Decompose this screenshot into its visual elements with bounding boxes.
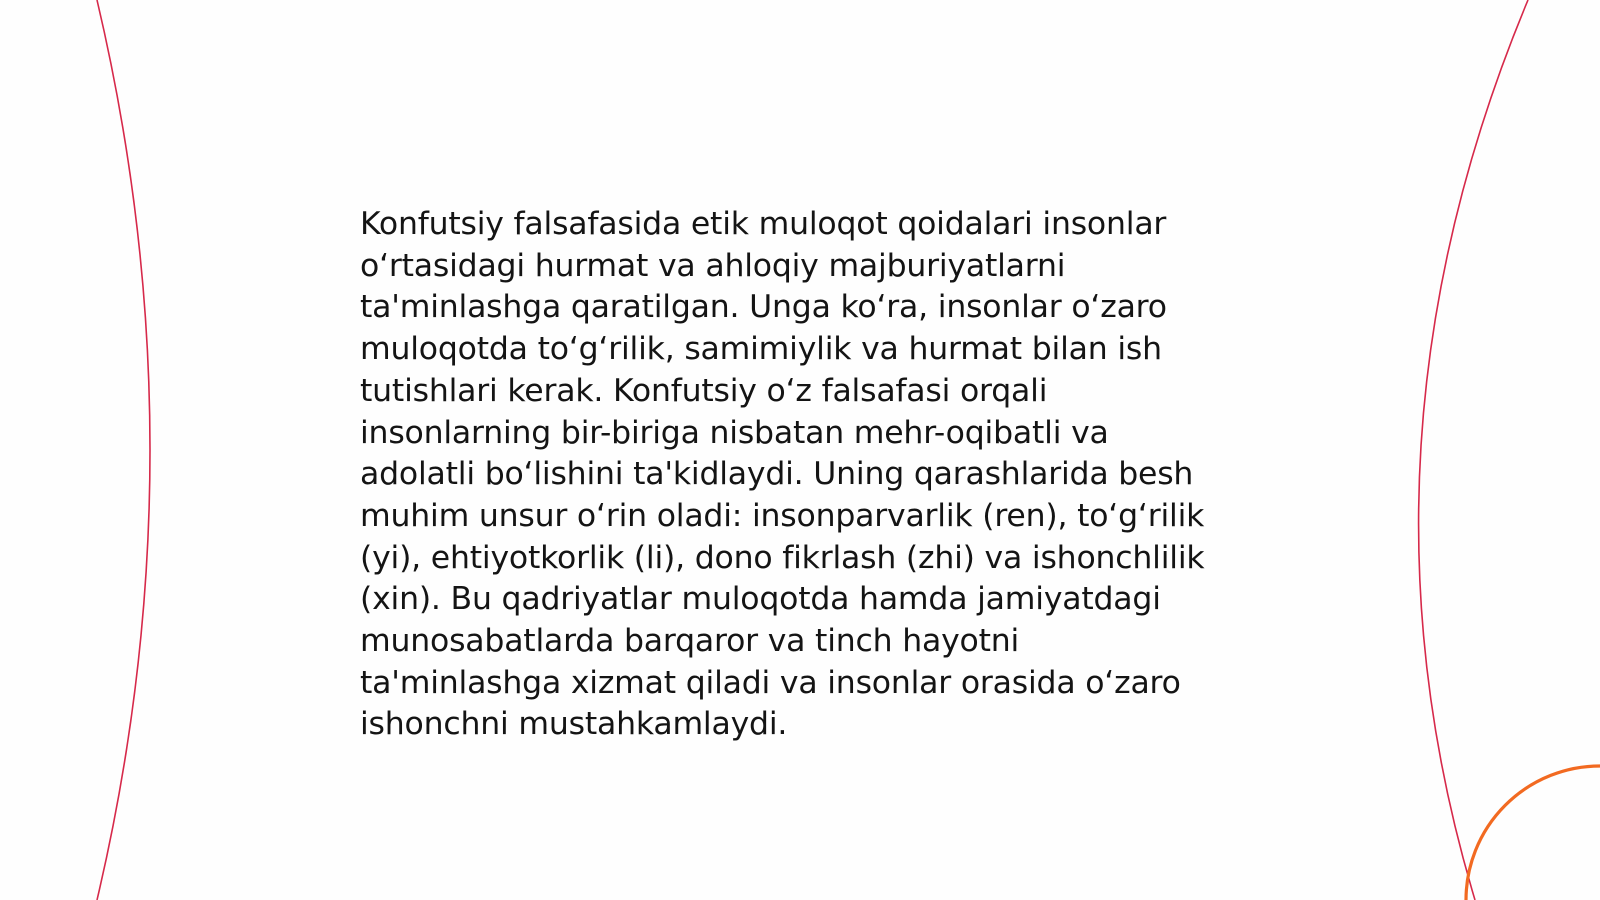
body-paragraph: Konfutsiy falsafasida etik muloqot qoidalari insonlar o‘rtasidagi hurmat va ahloqiy majburiyatlarni ta'minlashga qaratilgan. Unga ko‘ra, insonlar o‘zaro muloqotda to‘g‘rilik, samimiylik va hurmat bilan ish tutishlari kerak. Konfutsiy o‘z falsafasi orqali insonlarning bir-biriga nisbatan mehr-oqibatli va adolatli bo‘lishini ta'kidlaydi. Uning qarashlarida besh muhim unsur o‘rin oladi: insonparvarlik (ren), to‘g‘rilik (yi), ehtiyotkorlik (li), dono fikrlash (zhi) va ishonchlilik (xin). Bu qadriyatlar muloqotda hamda jamiyatdagi munosabatlarda barqaror va tinch hayotni ta'minlashga xizmat qiladi va insonlar orasida o‘zaro ishonchni mustahkamlaydi. <box>360 206 1205 743</box>
right-red-arc <box>1419 0 1528 900</box>
orange-circle-arc <box>1466 766 1600 900</box>
left-red-arc <box>97 0 150 900</box>
